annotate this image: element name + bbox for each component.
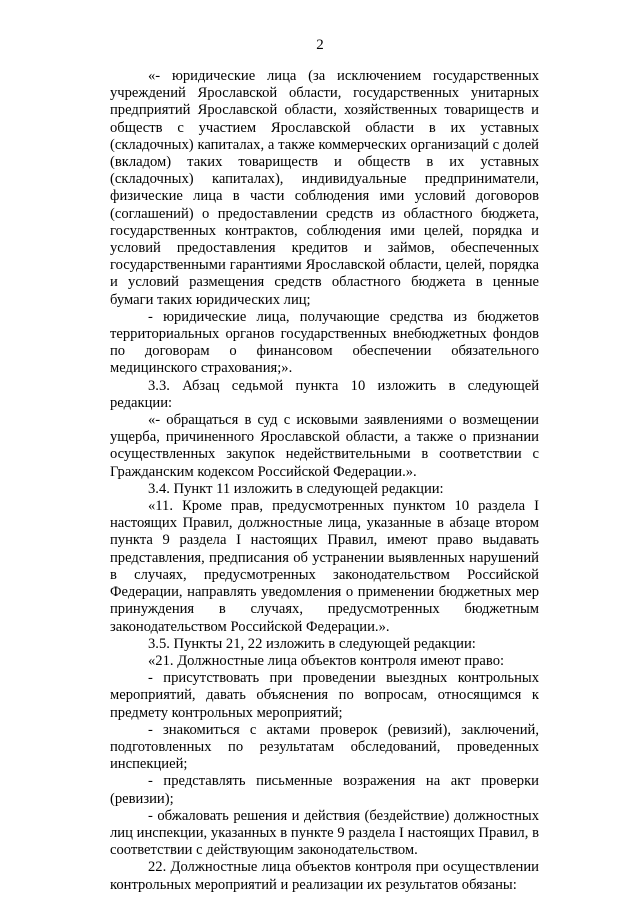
paragraph-extrabudgetary-funds: - юридические лица, получающие средства из бюджетов территориальных органов государственных внебюджетных фондов по договорам о финансовом обеспечении обязательного медицинского страхования;». bbox=[110, 308, 539, 377]
paragraph-clause-22: 22. Должностные лица объектов контроля при осуществлении контрольных мероприятий и реализации их результатов обязаны: bbox=[110, 859, 539, 893]
paragraph-right-attend: - присутствовать при проведении выездных контрольных мероприятий, давать объяснения по вопросам, относящимся к предмету контрольных мероприятий; bbox=[110, 670, 539, 721]
document-body bbox=[110, 68, 539, 894]
paragraph-court-claims: «- обращаться в суд с исковыми заявлениями о возмещении ущерба, причиненного Ярославской области, а также о признании осуществленных закупок недействительными в соответствии с Гражданским кодексом Российской Федерации.». bbox=[110, 412, 539, 480]
page-number: 2 bbox=[316, 37, 324, 53]
paragraph-amendment-3-3: 3.3. Абзац седьмой пункта 10 изложить в следующей редакции: bbox=[110, 377, 539, 411]
paragraph-right-object: - представлять письменные возражения на акт проверки (ревизии); bbox=[110, 773, 539, 807]
paragraph-clause-11: «11. Кроме прав, предусмотренных пунктом 10 раздела I настоящих Правил, должностные лица, указанные в абзаце втором пункта 9 раздела I настоящих Правил, имеют право выдавать представления, предписания об устранении выявленных нарушений в случаях, предусмотренных законодательством Российской Федерации, направлять уведомления о применении бюджетных мер принуждения в случаях, предусмотренных бюджетным законодательством Российской Федерации.». bbox=[110, 498, 539, 635]
paragraph-amendment-3-5: 3.5. Пункты 21, 22 изложить в следующей редакции: bbox=[148, 635, 476, 652]
paragraph-legal-entities: «- юридические лица (за исключением государственных учреждений Ярославской области, государственных унитарных предприятий Ярославской области, хозяйственных товариществ и обществ с участием Ярославской области в их уставных (складочных) капиталах, а также коммерческих организаций с долей (вкладом) таких товариществ и обществ в их уставных (складочных) капиталах), индивидуальные предприниматели, физические лица в части соблюдения ими условий договоров (соглашений) о предоставлении средств из областного бюджета, государственных контрактов, соблюдения ими целей, порядка и условий предоставления кредитов и займов, обеспеченных государственными гарантиями Ярославской области, целей, порядка и условий размещения средств областного бюджета в ценные бумаги таких юридических лиц; bbox=[110, 68, 539, 308]
paragraph-clause-21: «21. Должностные лица объектов контроля имеют право: bbox=[148, 652, 505, 669]
paragraph-right-review: - знакомиться с актами проверок (ревизий), заключений, подготовленных по результатам обследований, проведенных инспекцией; bbox=[110, 721, 539, 773]
paragraph-right-appeal: - обжаловать решения и действия (бездействие) должностных лиц инспекции, указанных в пункте 9 раздела I настоящих Правил, в соответствии с действующим законодательством. bbox=[110, 807, 539, 859]
paragraph-amendment-3-4: 3.4. Пункт 11 изложить в следующей редакции: bbox=[148, 480, 444, 497]
